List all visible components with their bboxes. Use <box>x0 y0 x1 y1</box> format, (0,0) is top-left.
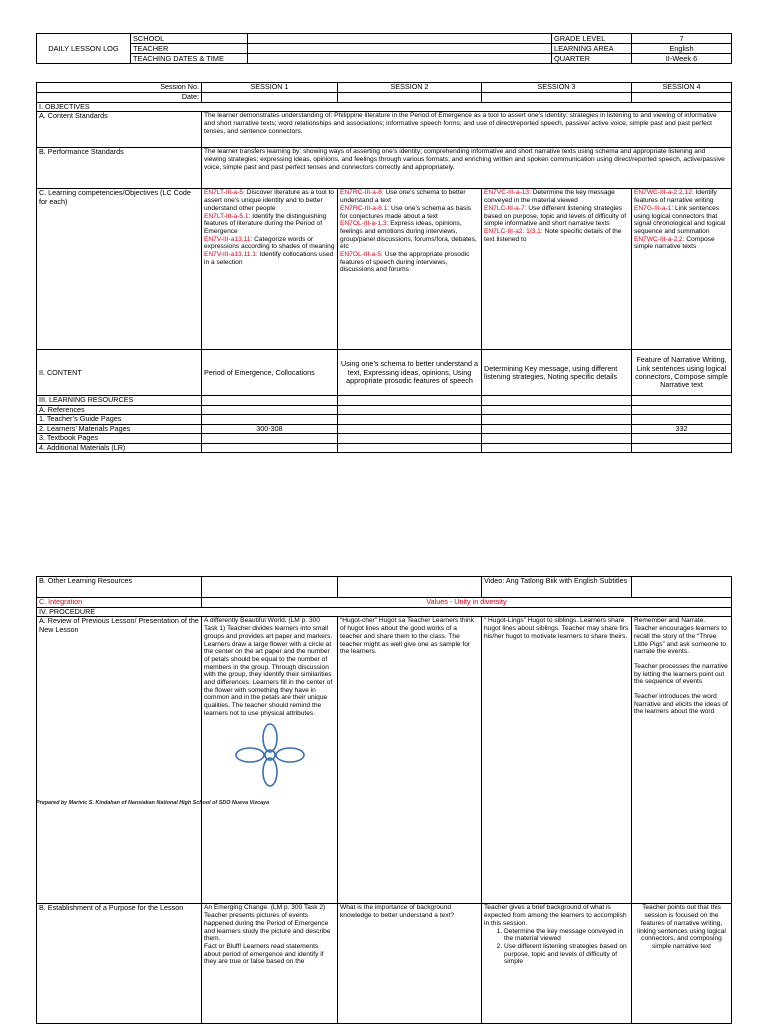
session-3-header: SESSION 3 <box>482 83 632 93</box>
content-label: II. CONTENT <box>37 350 202 396</box>
content-standards-label: A. Content Standards <box>37 112 202 148</box>
session-4-lm-pages: 332 <box>632 424 732 433</box>
procedure-table <box>36 576 732 1024</box>
session-3-review: “ Hugot-Lings” Hugot to siblings. Learners share hugot lines about siblings. Teacher may share firs his/her hugot to motivate learners to share theirs. <box>482 617 632 904</box>
textbook-label: 3. Textbook Pages <box>37 434 202 443</box>
integration-label: C. Integration <box>37 598 202 608</box>
learning-area-label: LEARNING AREA <box>552 44 632 54</box>
date-label: Date: <box>37 93 202 103</box>
daily-lesson-log-title: DAILY LESSON LOG <box>37 34 131 64</box>
procedure-heading: IV. PROCEDURE <box>37 608 732 617</box>
competency: EN7LC-III-a-7: Use different listening strategies based on purpose, topic and levels of difficulty of simple informative and short narrative texts <box>484 204 627 228</box>
prepared-by-footer: Prepared by Marivic S. Kindahan of Nansiakan National High School of SDO Nueva Vizcaya <box>36 800 270 806</box>
session-3-competencies <box>482 189 632 350</box>
purpose-label: B. Establishment of a Purpose for the Lesson <box>37 904 202 1024</box>
objectives-heading: I. OBJECTIVES <box>37 103 732 112</box>
competency: EN7WC-III-a-2.2.12: Identify features of narrative writing <box>634 189 717 205</box>
session-4-review: Remember and Narrate. Teacher encourages learners to recall the story of the “Three Little Pigs” and ask someone to narrate the events. Teacher processes the narrative by letting the learners point out the sequence of events Teacher introduces the word Narrative and elicits the ideas of the learners about the word <box>632 617 732 904</box>
session-1-lm-pages: 300-308 <box>202 424 338 433</box>
grade-level-value: 7 <box>632 34 732 44</box>
learners-materials-label: 2. Learners’ Materials Pages <box>37 424 202 433</box>
grade-level-label: GRADE LEVEL <box>552 34 632 44</box>
performance-standards-label: B. Performance Standards <box>37 148 202 189</box>
session-2-purpose: What is the importance of background knowledge to better understand a text? <box>338 904 482 1024</box>
competency: EN7RC-III-a-8.1: Use one’s schema as basis for conjectures made about a text <box>340 204 472 220</box>
objectives-table <box>36 82 732 453</box>
session-1-header: SESSION 1 <box>202 83 338 93</box>
list-item: 2. Use different listening strategies based on purpose, topic and levels of difficulty of simple <box>504 943 629 966</box>
competency: EN7G-III-a-1: Link sentences using logical connectors that signal chronological and logical sequence and summation <box>634 204 726 235</box>
competency: EN7LT-III-a-5: Discover literature as a tool to assert one’s unique identity and to better understand other people <box>204 189 334 212</box>
review-label: A. Review of Previous Lesson/ Presentation of the New Lesson <box>37 617 202 904</box>
session-3-content: Determining Key message, using different listening strategies, Noting specific details <box>482 350 632 396</box>
date-cell <box>482 93 632 103</box>
session-4-competencies <box>632 189 732 350</box>
session-3-other-resources: Video: Ang Tatlong Biik with English Subtitles <box>482 577 632 598</box>
quarter-label: QUARTER <box>552 54 632 64</box>
session-4-header: SESSION 4 <box>632 83 732 93</box>
session-1-competencies <box>202 189 338 350</box>
competency: EN7V-III-a13.11: Categorize words or expressions according to shades of meaning <box>204 235 335 251</box>
integration-value: Values - Unity in diversity <box>202 598 732 608</box>
session-2-review: “Hugot-cher” Hugot sa Teacher Learners think of hugot lines about the good works of a teacher and share them to the class. The teacher might as well give one as sample for the learners. <box>338 617 482 904</box>
quarter-value: II-Week 6 <box>632 54 732 64</box>
session-2-content: Using one’s schema to better understand a text, Expressing ideas, opinions, Using appropriate prosodic features of speech <box>338 350 482 396</box>
session-4-purpose: Teacher points out that this session is focused on the features of narrative writing, linking sentences using logical connectors, and composing simple narrative text <box>632 904 732 1024</box>
additional-materials-label: 4. Additional Materials (LR) <box>37 443 202 452</box>
session-4-content: Feature of Narrative Writing, Link sentences using logical connectors, Compose simple Narrative text <box>632 350 732 396</box>
competency: EN7V-III-a13.11.1: Identify collocations used in a selection <box>204 251 334 266</box>
competency: EN7VC-III-a-13: Determine the key message conveyed in the material viewed <box>484 189 615 205</box>
session-1-review-text: A differently Beautiful World. (LM p. 300 Task 1) Teacher divides learners into small groups and provides art paper and markers. Learners draw a large flower with a circle at the center on the art paper and the number of petals should be equal to the number of members in the group. Through discussion with the group, they identify their similarities and differences. Learners fill in the center of the flower with something they have in common and in the petals are their unique qualities. The teacher should remind the learners not to use physical attributes. <box>204 617 333 717</box>
competency: EN7OL-III-a-5: Use the appropriate prosodic features of speech during interviews, discussions and forums <box>340 251 470 274</box>
session-1-purpose: An Emerging Change. (LM p. 300 Task 2) Teacher presents pictures of events happened during the Period of Emergence and learners study the picture and describe them. Fact or Bluff! Learners read statements about period of emergence and identify if they are true or false based on the <box>202 904 338 1024</box>
competency: EN7LC-III-a2. 1/3.1: Note specific details of the text listened to <box>484 227 622 243</box>
teachers-guide-label: 1. Teacher’s Guide Pages <box>37 415 202 424</box>
school-label: SCHOOL <box>131 34 248 44</box>
competency: EN7LT-III-a-5.1: Identify the distinguishing features of literature during the Period of Emergence <box>204 212 327 235</box>
references-label: A. References <box>37 405 202 414</box>
other-resources-label: B. Other Learning Resources <box>37 577 202 598</box>
teacher-label: TEACHER <box>131 44 248 54</box>
competencies-label: C. Learning competencies/Objectives (LC Code for each) <box>37 189 202 350</box>
teaching-dates-label: TEACHING DATES & TIME <box>131 54 248 64</box>
flower-icon <box>230 722 310 788</box>
learning-area-value: English <box>632 44 732 54</box>
competency: EN7WC-III-a-2.2: Compose simple narrative texts <box>634 235 715 251</box>
session-1-content: Period of Emergence, Collocations <box>202 350 338 396</box>
teaching-dates-value <box>248 54 552 64</box>
date-cell <box>338 93 482 103</box>
session-3-purpose: Teacher gives a brief background of what is expected from among the learners to accomplish in this session. 1. Determine the key message conveyed in the material viewed 2. Use different listening strategies based on purpose, topic and levels of difficulty of simple <box>482 904 632 1024</box>
date-cell <box>202 93 338 103</box>
school-value <box>248 34 552 44</box>
session-1-review <box>202 617 338 904</box>
session-no-label: Session No. <box>37 83 202 93</box>
list-item: 1. Determine the key message conveyed in the material viewed <box>504 928 629 943</box>
session-2-competencies <box>338 189 482 350</box>
competency: EN7RC-III-a-8: Use one’s schema to better understand a text <box>340 189 466 205</box>
header-table <box>36 33 732 64</box>
competency: EN7OL-III-a-1.3: Express ideas, opinions, feelings and emotions during interviews, group/panel discussions, forums/fora, debates, etc <box>340 220 477 251</box>
learning-resources-heading: III. LEARNING RESOURCES <box>37 396 202 405</box>
teacher-value <box>248 44 552 54</box>
content-standards-text: The learner demonstrates understanding of: Philippine literature in the Period of Emergence as a tool to assert one’s identity; strategies in listening to and viewing of informative and short narrative texts; word relationships and associations; informative speech forms; and use of direct/reported speech, passive/ active voice, simple past and past perfect tenses, and sentence connectors. <box>202 112 732 148</box>
date-cell <box>632 93 732 103</box>
performance-standards-text: The learner transfers learning by: showing ways of asserting one’s identity; comprehending informative and short narrative texts using schema and appropriate listening and viewing strategies; expressing ideas, opinions, and feelings through various formats; and enriching written and spoken communication using direct/reported speech, active/passive voice, simple past and past perfect tenses and connectors correctly and appropriately. <box>202 148 732 189</box>
session-2-header: SESSION 2 <box>338 83 482 93</box>
